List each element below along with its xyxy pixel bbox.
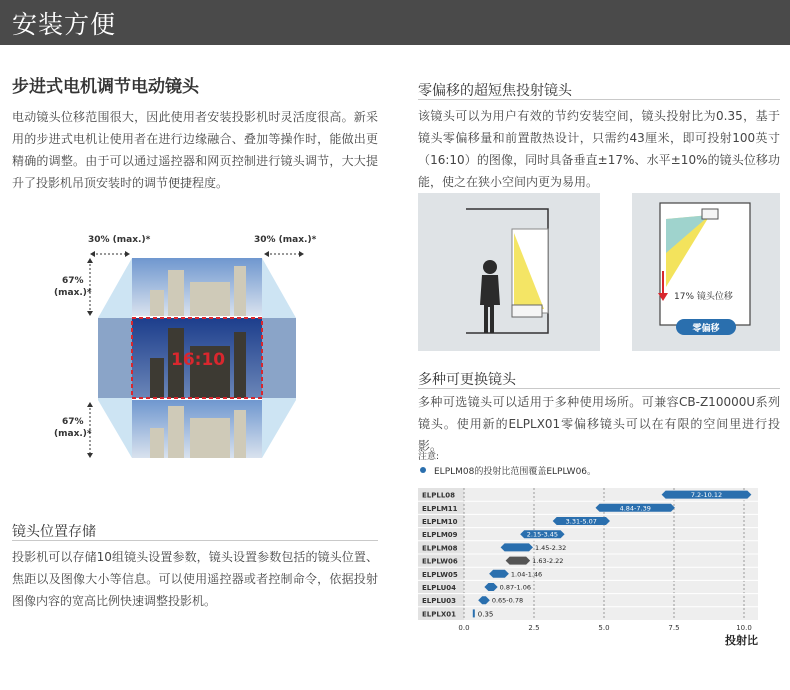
lenses-title: 多种可更换镜头: [418, 372, 516, 388]
lens-memory-divider: [12, 540, 378, 541]
lens-label: ELPLM11: [422, 504, 458, 513]
x-tick-label: 5.0: [598, 624, 610, 632]
room-side-diagram: [418, 193, 600, 351]
x-tick-label: 7.5: [668, 624, 680, 632]
lens-shift-body: 电动镜头位移范围很大，因此使用者安装投影机时灵活度很高。新采用的步进式电机让使用者在进行边缘融合、叠加等操作时，能做出更精确的调整。由于可以通过遥控器和网页控制进行镜头调节，大大提升了投影机吊顶安装时的调节便捷程度。: [12, 110, 378, 190]
lens-label: ELPLW06: [422, 557, 458, 566]
zero-offset-divider: [418, 99, 780, 100]
lens-label: ELPLW05: [422, 570, 458, 579]
lens-memory-title: 镜头位置存储: [12, 524, 96, 540]
lens-shift-title: 步进式电机调节电动镜头: [12, 77, 199, 97]
page-title: 安装方便: [12, 10, 117, 39]
range-bar: [489, 570, 509, 578]
aspect-ratio-label: 16:10: [171, 350, 226, 370]
lens-label: ELPLM10: [422, 518, 458, 526]
projector: [512, 305, 542, 317]
range-label: 0.35: [477, 610, 494, 619]
shift-label: 17% 镜头位移: [674, 292, 733, 302]
range-label: 1.04-1.46: [510, 570, 543, 579]
note-title: 注意:: [418, 452, 440, 462]
zero-offset-badge: 零偏移: [692, 324, 720, 334]
note-bullet: [420, 467, 426, 473]
throw-ratio-chart: [418, 484, 760, 650]
lens-label: ELPLX01: [422, 610, 456, 619]
range-label: 7.2-10.12: [690, 491, 723, 500]
lens-label: ELPLM09: [422, 531, 458, 540]
lens-label: ELPLM08: [422, 544, 458, 553]
projector-right: [702, 209, 718, 219]
lens-memory-body: 投影机可以存储10组镜头设置参数，镜头设置参数包括的镜头位置、焦距以及图像大小等信息。可以使用遥控器或者控制命令，依据投射图像内容的宽高比例快速调整投影机。: [12, 550, 378, 608]
lens-label: ELPLU04: [422, 584, 457, 592]
range-label: 2.15-3.45: [526, 530, 559, 539]
v-shift-label-top: 67% (max.)*: [54, 276, 92, 298]
x-axis-label: 投射比: [725, 634, 758, 647]
range-label: 3.31-5.07: [565, 517, 597, 526]
lens-label: ELPLU03: [422, 597, 457, 606]
x-tick-label: 10.0: [736, 624, 752, 632]
lenses-divider: [418, 388, 780, 389]
range-label: 0.65-0.78: [491, 596, 524, 605]
lenses-body: 多种可选镜头可以适用于多种使用场所。可兼容CB-Z10000U系列镜头。使用新的ELPLX01零偏移镜头可以在有限的空间里进行投影。: [418, 395, 780, 453]
x-tick-label: 2.5: [528, 624, 540, 632]
range-label: 0.87-1.06: [499, 583, 531, 592]
zero-offset-body: 该镜头可以为用户有效的节约安装空间，镜头投射比为0.35，基于镜头零偏移量和前置散热设计，只需约43厘米，即可投射100英寸（16:10）的图像，同时具备垂直±17%、水平±10%的镜头位移功能，使之在狭小空间内更为易用。: [418, 109, 780, 189]
h-shift-label-left: 30% (max.)*: [88, 235, 151, 245]
v-shift-label-bottom: 67% (max.)*: [54, 417, 92, 439]
range-bar: [506, 557, 531, 565]
x-tick-label: 0.0: [458, 624, 470, 632]
range-label: 1.63-2.22: [532, 557, 564, 566]
page-header: [0, 0, 790, 45]
zero-offset-title: 零偏移的超短焦投射镜头: [418, 83, 572, 99]
range-bar: [501, 543, 533, 551]
h-shift-label-right: 30% (max.)*: [254, 235, 317, 245]
lens-label: ELPLL08: [422, 491, 456, 500]
note-text: ELPLM08的投射比范围覆盖ELPLW06。: [434, 467, 597, 477]
range-label: 4.84-7.39: [619, 504, 651, 513]
range-bar: [473, 609, 475, 617]
range-label: 1.45-2.32: [534, 543, 567, 552]
